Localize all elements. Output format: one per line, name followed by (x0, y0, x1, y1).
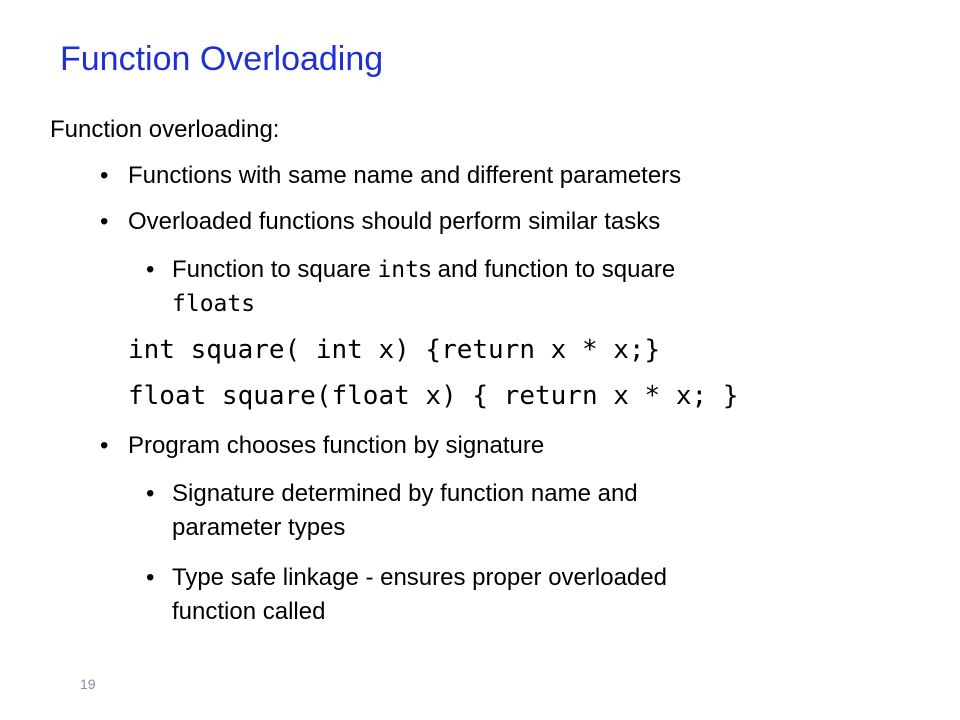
code-float: float (172, 291, 242, 317)
bullet-dot: • (100, 208, 109, 235)
slide-title: Function Overloading (60, 40, 384, 78)
sub-bullet-3-1-line1: Signature determined by function name and (172, 480, 638, 507)
sub-bullet-3-2-line1: Type safe linkage - ensures proper overloaded (172, 564, 667, 591)
sub-bullet-dot: • (146, 256, 155, 283)
sub-bullet-3-2-line2: function called (172, 598, 326, 625)
sub-bullet-dot: • (146, 564, 155, 591)
bullet-1-text: Functions with same name and different parameters (128, 162, 682, 189)
sub-bullet-2-1-line2 (172, 288, 255, 320)
page-number: 19 (80, 676, 96, 692)
sub-text-part2: s and function to square (419, 256, 676, 283)
code-line-2: float square(float x) { return x * x; } (128, 381, 739, 411)
sub-text-part1: Function to square (172, 256, 378, 283)
bullet-2-text: Overloaded functions should perform similar tasks (128, 208, 661, 235)
bullet-dot: • (100, 162, 109, 189)
bullet-dot: • (100, 432, 109, 459)
code-float-suffix: s (241, 291, 256, 317)
bullet-3-text: Program chooses function by signature (128, 432, 545, 459)
intro-text: Function overloading: (50, 116, 280, 143)
code-line-1: int square( int x) {return x * x;} (128, 335, 661, 365)
sub-bullet-dot: • (146, 480, 155, 507)
code-int: int (377, 257, 419, 283)
sub-bullet-2-1-line1 (172, 254, 675, 286)
sub-bullet-3-1-line2: parameter types (172, 514, 346, 541)
